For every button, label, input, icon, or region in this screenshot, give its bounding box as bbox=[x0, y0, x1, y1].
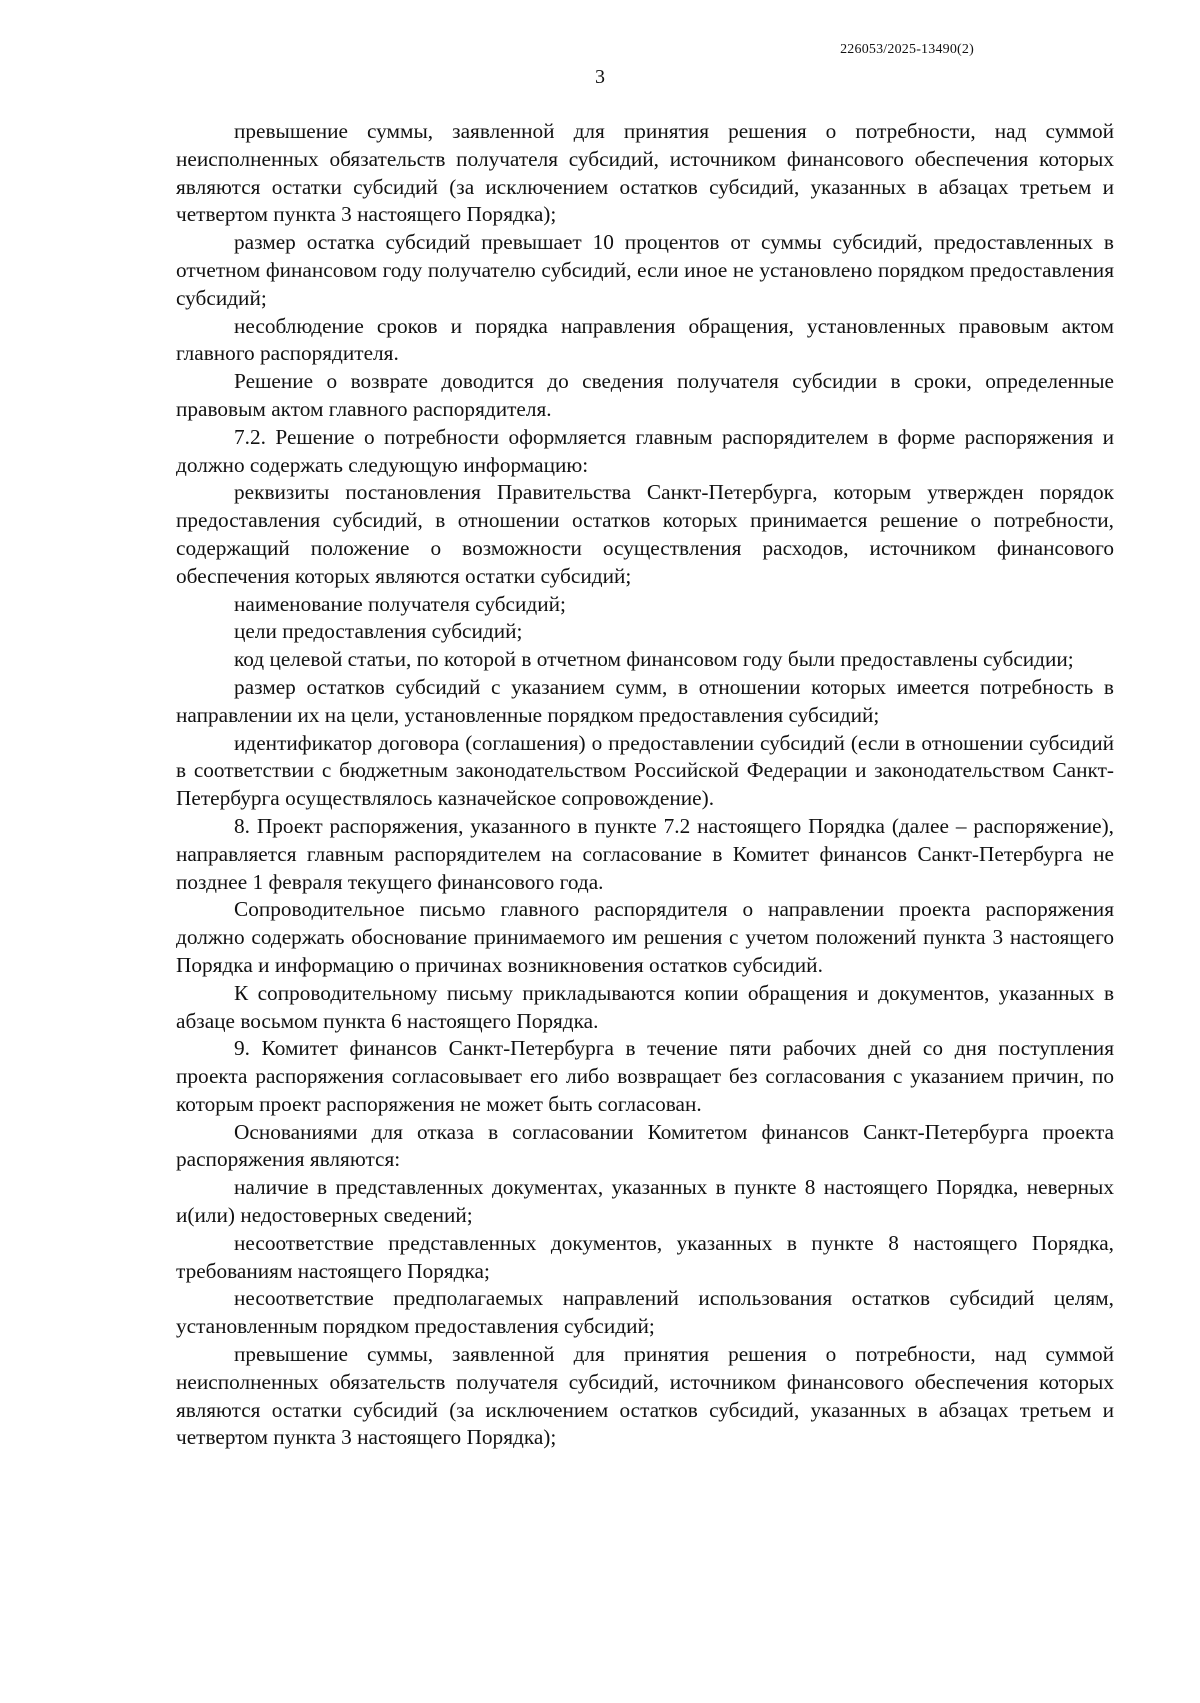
paragraph: размер остатков субсидий с указанием сумм, в отношении которых имеется потребность в направлении их на цели, установленные порядком предоставления субсидий; bbox=[176, 674, 1114, 727]
paragraph: размер остатка субсидий превышает 10 процентов от суммы субсидий, предоставленных в отчетном финансовом году получателю субсидий, если иное не установлено порядком предоставления субсидий; bbox=[176, 230, 1114, 310]
paragraph: превышение суммы, заявленной для принятия решения о потребности, над суммой неисполненных обязательств получателя субсидий, источником финансового обеспечения которых являются остатки субсидий (за исключением остатков субсидий, указанных в абзацах третьем и четвертом пункта 3 настоящего Порядка); bbox=[176, 119, 1114, 227]
document-body bbox=[176, 118, 1114, 1452]
paragraph: 7.2. Решение о потребности оформляется главным распорядителем в форме распоряжения и должно содержать следующую информацию: bbox=[176, 424, 1114, 477]
paragraph: превышение суммы, заявленной для принятия решения о потребности, над суммой неисполненных обязательств получателя субсидий, источником финансового обеспечения которых являются остатки субсидий (за исключением остатков субсидий, указанных в абзацах третьем и четвертом пункта 3 настоящего Порядка); bbox=[176, 1342, 1114, 1450]
paragraph: Основаниями для отказа в согласовании Комитетом финансов Санкт-Петербурга проекта распоряжения являются: bbox=[176, 1119, 1114, 1172]
document-registration-number: 226053/2025-13490(2) bbox=[840, 42, 974, 57]
paragraph: наличие в представленных документах, указанных в пункте 8 настоящего Порядка, неверных и(или) недостоверных сведений; bbox=[176, 1175, 1114, 1228]
paragraph: 8. Проект распоряжения, указанного в пункте 7.2 настоящего Порядка (далее – распоряжение), направляется главным распорядителем на согласование в Комитет финансов Санкт-Петербурга не позднее 1 февраля текущего финансового года. bbox=[176, 813, 1114, 894]
paragraph: несоблюдение сроков и порядка направления обращения, установленных правовым актом главного распорядителя. bbox=[176, 313, 1114, 366]
paragraph: несоответствие представленных документов, указанных в пункте 8 настоящего Порядка, требованиям настоящего Порядка; bbox=[176, 1230, 1114, 1283]
paragraph: К сопроводительному письму прикладываются копии обращения и документов, указанных в абзаце восьмом пункта 6 настоящего Порядка. bbox=[176, 980, 1114, 1033]
paragraph: код целевой статьи, по которой в отчетном финансовом году были предоставлены субсидии; bbox=[234, 647, 1074, 672]
paragraph: реквизиты постановления Правительства Санкт-Петербурга, которым утвержден порядок предоставления субсидий, в отношении остатков которых принимается решение о потребности, содержащий положение о возможности осуществления расходов, источником финансового обеспечения которых являются остатки субсидий; bbox=[176, 480, 1114, 588]
paragraph: Решение о возврате доводится до сведения получателя субсидии в сроки, определенные правовым актом главного распорядителя. bbox=[176, 369, 1114, 421]
paragraph: 9. Комитет финансов Санкт-Петербурга в течение пяти рабочих дней со дня поступления проекта распоряжения согласовывает его либо возвращает без согласования с указанием причин, по которым проект распоряжения не может быть согласован. bbox=[176, 1036, 1114, 1116]
paragraph: несоответствие предполагаемых направлений использования остатков субсидий целям, установленным порядком предоставления субсидий; bbox=[176, 1286, 1114, 1339]
paragraph: идентификатор договора (соглашения) о предоставлении субсидий (если в отношении субсидий в соответствии с бюджетным законодательством Российской Федерации и законодательством Санкт-Петербурга осуществлялось казначейское сопровождение). bbox=[176, 730, 1114, 811]
paragraph: Сопроводительное письмо главного распорядителя о направлении проекта распоряжения должно содержать обоснование принимаемого им решения с учетом положений пункта 3 настоящего Порядка и информацию о причинах возникновения остатков субсидий. bbox=[176, 897, 1114, 977]
paragraph: наименование получателя субсидий; bbox=[234, 591, 566, 616]
page-number: 3 bbox=[595, 66, 605, 88]
paragraph: цели предоставления субсидий; bbox=[234, 619, 523, 644]
